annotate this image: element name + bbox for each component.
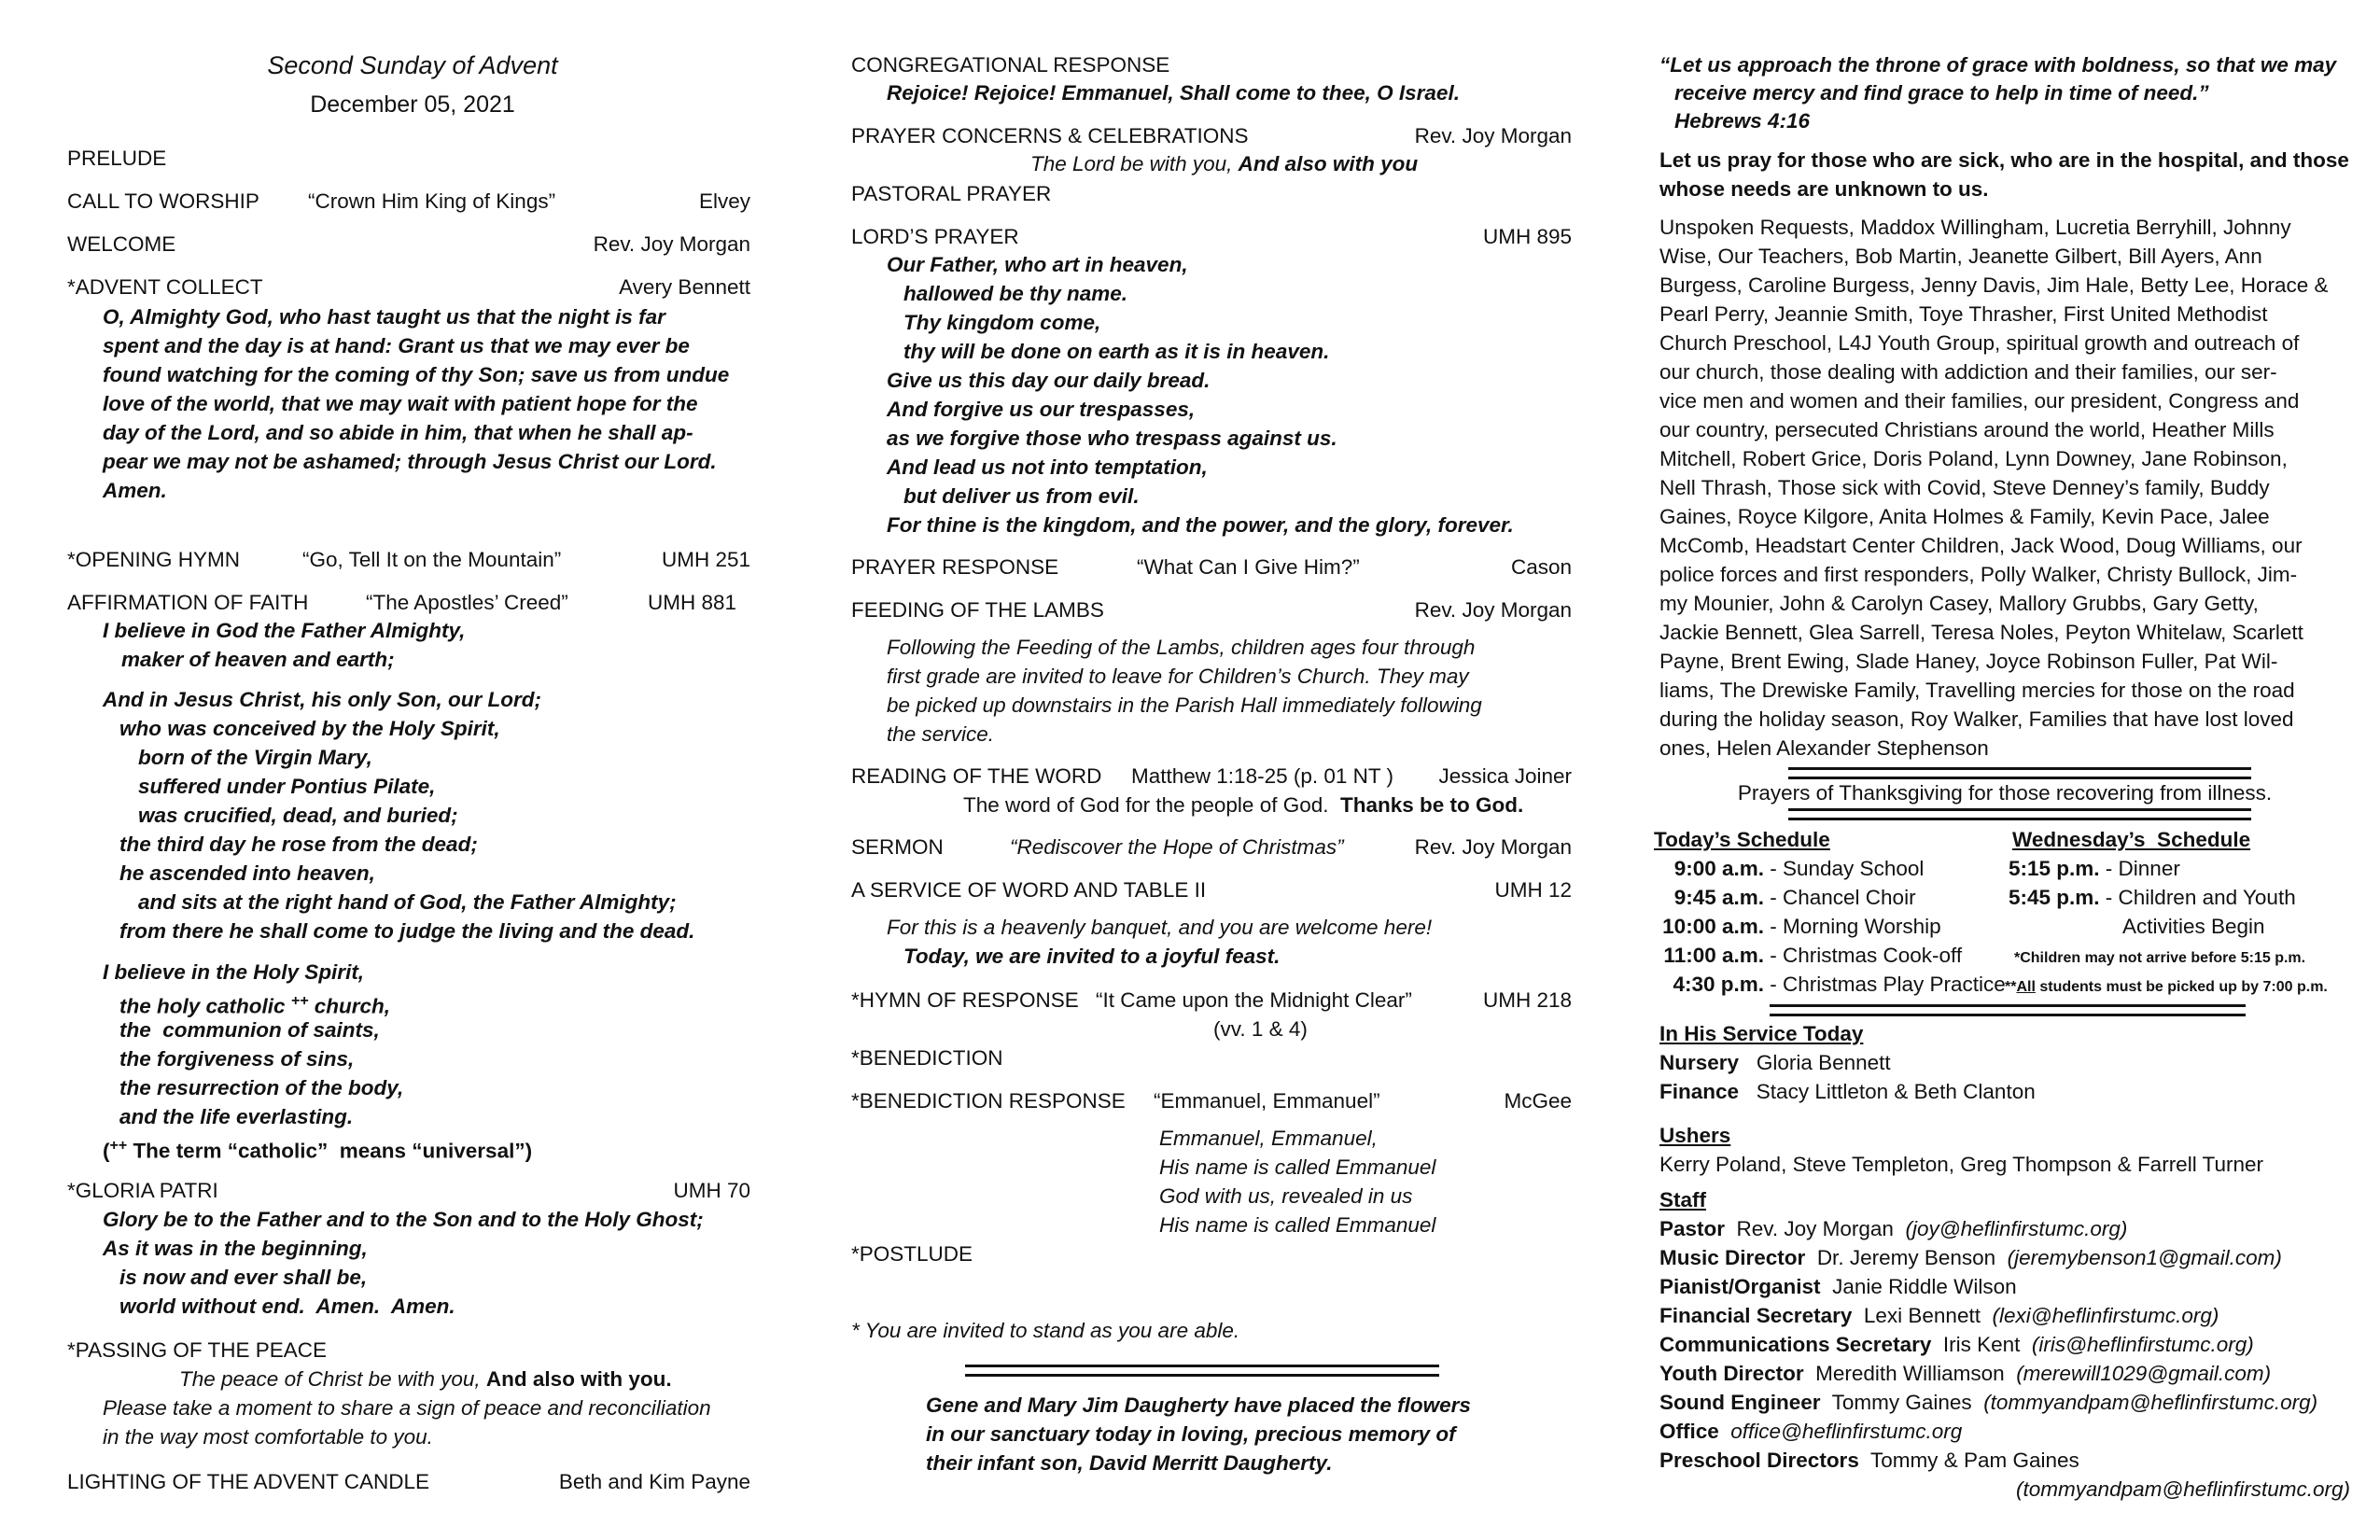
benediction-response-label: *BENEDICTION RESPONSE [851,1089,1126,1113]
prayer-line: Thy kingdom come, [903,311,1101,334]
ushers-heading: Ushers [1659,1124,1731,1147]
stand-note: * You are invited to stand as you are able. [851,1319,1240,1342]
schedule-event: - Morning Worship [1764,915,1941,938]
gloria-patri-number: UMH 70 [673,1179,750,1202]
gloria-line: As it was in the beginning, [103,1237,368,1260]
prayer-line: hallowed be thy name. [903,282,1128,305]
request-line: Unspoken Requests, Maddox Willingham, Lucretia Berryhill, Johnny [1659,216,2291,239]
note-line: first grade are invited to leave for Children’s Church. They may [887,665,1469,688]
request-line: Pearl Perry, Jeannie Smith, Toye Thrasher, First United Methodist [1659,302,2268,326]
staff-name: Meredith Williamson [1815,1362,2005,1385]
collect-line: O, Almighty God, who hast taught us that the night is far [103,305,665,329]
lyric-line: Emmanuel, Emmanuel, [1159,1127,1378,1150]
schedule-event: - Christmas Play Practice [1764,973,2006,996]
staff-role: Financial Secretary [1659,1304,1853,1327]
staff-row [1659,1303,2219,1329]
schedule-note: *Children may not arrive before 5:15 p.m. [2014,950,2306,966]
schedule-note [2005,974,2328,1001]
todays-schedule-heading: Today’s Schedule [1654,828,1830,851]
schedule-event: - Children and Youth [2099,886,2296,909]
prayer-line: And lead us not into temptation, [887,455,1208,479]
congregational-response-text: Rejoice! Rejoice! Emmanuel, Shall come to thee, O Israel. [887,81,1460,105]
wednesdays-schedule-heading: Wednesday’s Schedule [2012,828,2251,851]
creed-line: suffered under Pontius Pilate, [138,775,436,798]
hymn-of-response-title: “It Came upon the Midnight Clear” [1096,988,1412,1012]
sermon-title: “Rediscover the Hope of Christmas” [1010,835,1344,859]
affirmation-number: UMH 881 [648,591,737,614]
lords-prayer-label: LORD’S PRAYER [851,225,1019,248]
prayer-line: For thine is the kingdom, and the power, and the glory, forever. [887,513,1514,537]
collect-line: pear we may not be ashamed; through Jesus Christ our Lord. [103,450,717,473]
staff-row [1659,1448,2079,1474]
footnote-mark: ++ [109,1138,128,1154]
gloria-line: Glory be to the Father and to the Son and to the Holy Ghost; [103,1208,704,1231]
creed-line: the forgiveness of sins, [119,1047,355,1071]
request-line: my Mounier, John & Carolyn Casey, Mallory Grubbs, Gary Getty, [1659,592,2259,615]
creed-line: the resurrection of the body, [119,1076,404,1099]
order-of-worship-part-2 [851,0,1579,1540]
schedule-event: - Christmas Cook-off [1764,944,1963,967]
request-line: our church, those dealing with addiction and their families, our ser- [1659,360,2277,384]
dedication-line: their infant son, David Merritt Daugherty. [926,1451,1333,1475]
peace-note: in the way most comfortable to you. [103,1425,433,1449]
peace-people-text: And also with you. [485,1367,672,1391]
role-label: Finance [1659,1080,1740,1103]
ushers-list: Kerry Poland, Steve Templeton, Greg Thompson & Farrell Turner [1659,1153,2263,1176]
request-line: liams, The Drewiske Family, Travelling mercies for those on the road [1659,679,2295,702]
creed-line: the third day he rose from the dead; [119,833,478,856]
request-line: Nell Thrash, Those sick with Covid, Steve Denney’s family, Buddy [1659,476,2270,499]
schedule-time: 11:00 a.m. [1663,944,1764,967]
staff-row [1659,1332,2254,1358]
quote-line: “Let us approach the throne of grace with boldness, so that we may [1659,53,2337,77]
creed-line: and sits at the right hand of God, the Father Almighty; [138,890,677,914]
creed-line: born of the Virgin Mary, [138,746,372,769]
prayer-line: And forgive us our trespasses, [887,398,1196,421]
request-line: Church Preschool, L4J Youth Group, spiritual growth and outreach of [1659,331,2300,355]
request-line: Gaines, Royce Kilgore, Anita Holmes & Family, Kevin Pace, Jalee [1659,505,2270,528]
creed-line [119,988,390,1020]
staff-row [1659,1274,2017,1300]
prayer-response-title: “What Can I Give Him?” [1137,555,1360,579]
advent-collect-label: *ADVENT COLLECT [67,275,263,299]
staff-name: Rev. Joy Morgan [1736,1217,1894,1240]
staff-row [1659,1361,2271,1387]
lyric-line: God with us, revealed in us [1159,1184,1413,1208]
collect-line: spent and the day is at hand: Grant us that we may ever be [103,334,690,357]
creed-line: from there he shall come to judge the living and the dead. [119,919,695,943]
prayer-concerns-leader: Rev. Joy Morgan [1414,124,1572,147]
dedication-line: Gene and Mary Jim Daugherty have placed the flowers [926,1393,1471,1417]
passing-of-peace-label: *PASSING OF THE PEACE [67,1338,327,1362]
schedule-time: 9:45 a.m. [1673,886,1764,909]
leader-text: The Lord be with you, [1030,152,1239,175]
schedule-event: - Sunday School [1764,857,1925,880]
bulletin-title: Second Sunday of Advent [267,51,558,79]
lyric-line: His name is called Emmanuel [1159,1155,1436,1179]
schedule-row [1654,972,2006,998]
schedule-event: - Dinner [2099,857,2180,880]
reading-label: READING OF THE WORD [851,764,1102,788]
opening-hymn-number: UMH 251 [661,548,750,571]
request-line: our country, persecuted Christians around the world, Heather Mills [1659,418,2275,441]
double-rule [1770,1004,2246,1016]
benediction-response-title: “Emmanuel, Emmanuel” [1154,1089,1380,1113]
word-and-table-number: UMH 12 [1494,878,1572,902]
staff-email: (merewill1029@gmail.com) [2016,1362,2272,1385]
collect-line: love of the world, that we may wait with patient hope for the [103,392,698,415]
in-his-service-heading: In His Service Today [1659,1022,1864,1045]
gloria-line: is now and ever shall be, [119,1266,368,1289]
request-line: Wise, Our Teachers, Bob Martin, Jeanette Gilbert, Bill Ayers, Ann [1659,245,2262,268]
staff-heading: Staff [1659,1188,1706,1211]
role-label: Nursery [1659,1051,1740,1074]
staff-name: Lexi Bennett [1863,1304,1981,1327]
staff-role: Youth Director [1659,1362,1804,1385]
staff-name: Dr. Jeremy Benson [1816,1246,1996,1269]
bulletin-date: December 05, 2021 [310,91,515,118]
request-line: during the holiday season, Roy Walker, Families that have lost loved [1659,707,2294,731]
request-line: McComb, Headstart Center Children, Jack Wood, Doug Williams, our [1659,534,2303,557]
staff-role: Communications Secretary [1659,1333,1932,1356]
prayer-line: thy will be done on earth as it is in heaven. [903,340,1330,363]
quote-reference: Hebrews 4:16 [1674,109,1811,133]
sermon-label: SERMON [851,835,944,859]
staff-row [1659,1390,2317,1416]
creed-footnote [103,1133,532,1165]
request-line: ones, Helen Alexander Stephenson [1659,736,1989,760]
reading-leader: Jessica Joiner [1438,764,1572,788]
staff-role: Sound Engineer [1659,1391,1821,1414]
note-line: be picked up downstairs in the Parish Hall immediately following [887,693,1482,717]
welcome-leader: Rev. Joy Morgan [593,232,750,256]
creed-line: maker of heaven and earth; [121,648,395,671]
request-line: police forces and first responders, Polly Walker, Christy Bullock, Jim- [1659,563,2298,586]
volunteer-name: Stacy Littleton & Beth Clanton [1756,1080,2036,1103]
order-of-worship-part-1 [67,0,758,1540]
note-text: All [2016,979,2036,995]
prayer-intro: whose needs are unknown to us. [1659,177,1989,201]
dedication-line: in our sanctuary today in loving, precious memory of [926,1422,1456,1446]
schedule-row [1654,885,1916,911]
note-line: the service. [887,722,995,746]
advent-collect-leader: Avery Bennett [619,275,750,299]
pastoral-prayer-label: PASTORAL PRAYER [851,182,1052,205]
schedule-row [1654,856,1924,882]
schedule-row [1654,914,1941,940]
schedule-time: 4:30 p.m. [1673,973,1764,996]
double-rule [965,1365,1439,1377]
double-rule [1788,808,2251,820]
schedule-row [2009,885,2296,911]
word-and-table-line: For this is a heavenly banquet, and you are welcome here! [887,916,1433,939]
opening-hymn-title: “Go, Tell It on the Mountain” [302,548,562,571]
staff-email: (tommyandpam@heflinfirstumc.org) [2016,1477,2350,1501]
footnote-text: ( [103,1139,110,1163]
schedule-time: 9:00 a.m. [1673,857,1764,880]
request-line: Burgess, Caroline Burgess, Jenny Davis, Jim Hale, Betty Lee, Horace & [1659,273,2329,297]
footnote-text: The term “catholic” means “universal”) [127,1139,533,1163]
sermon-leader: Rev. Joy Morgan [1414,835,1572,859]
call-to-worship-leader: Elvey [698,189,750,213]
leader-text: The word of God for the people of God. [963,793,1340,817]
staff-email: (iris@heflinfirstumc.org) [2031,1333,2254,1356]
request-line: vice men and women and their families, our president, Congress and [1659,389,2300,413]
people-text: Thanks be to God. [1340,793,1524,817]
schedule-continuation: Activities Begin [2122,915,2265,938]
feeding-lambs-leader: Rev. Joy Morgan [1414,598,1572,622]
note-line: Following the Feeding of the Lambs, children ages four through [887,636,1476,659]
quote-line: receive mercy and find grace to help in time of need.” [1674,81,2209,105]
finance-row [1659,1079,2036,1105]
staff-email: office@heflinfirstumc.org [1730,1420,1963,1443]
staff-email: (lexi@heflinfirstumc.org) [1992,1304,2219,1327]
lyric-line: His name is called Emmanuel [1159,1213,1436,1237]
staff-name: Tommy & Pam Gaines [1869,1449,2079,1472]
schedule-event: - Chancel Choir [1764,886,1916,909]
collect-line: day of the Lord, and so abide in him, that when he shall ap- [103,421,693,444]
staff-row [1659,1216,2127,1242]
double-rule [1788,767,2251,779]
staff-email: (jeremybenson1@gmail.com) [2007,1246,2282,1269]
schedule-row [2009,856,2180,882]
creed-line: who was conceived by the Holy Spirit, [119,717,500,740]
hymn-of-response-label: *HYMN OF RESPONSE [851,988,1079,1012]
lord-be-with-you [1030,151,1418,177]
request-line: Payne, Brent Ewing, Slade Haney, Joyce Robinson Fuller, Pat Wil- [1659,650,2278,673]
prayer-response-label: PRAYER RESPONSE [851,555,1059,579]
word-and-table-label: A SERVICE OF WORD AND TABLE II [851,878,1207,902]
peace-response [179,1366,672,1393]
staff-role: Pastor [1659,1217,1726,1240]
creed-line: was crucified, dead, and buried; [138,804,458,827]
gloria-line: world without end. Amen. Amen. [119,1295,455,1318]
people-text: And also with you [1238,152,1419,175]
note-text: students must be picked up by 7:00 p.m. [2035,979,2328,995]
staff-role: Office [1659,1420,1719,1443]
staff-role: Preschool Directors [1659,1449,1859,1472]
staff-row [1659,1245,2282,1271]
collect-line: found watching for the coming of thy Son; save us from undue [103,363,730,386]
advent-candle-leader: Beth and Kim Payne [558,1470,750,1493]
call-to-worship-title: “Crown Him King of Kings” [308,189,556,213]
creed-line: I believe in God the Father Almighty, [103,619,466,642]
schedule-row [1654,943,1962,969]
prayer-response-leader: Cason [1510,555,1572,579]
prayer-line: Our Father, who art in heaven, [887,253,1188,276]
call-to-worship-label: CALL TO WORSHIP [67,189,259,213]
creed-text: church, [308,994,390,1018]
welcome-label: WELCOME [67,232,176,256]
collect-line: Amen. [103,479,167,502]
opening-hymn-label: *OPENING HYMN [67,548,241,571]
request-line: Jackie Bennett, Glea Sarrell, Teresa Noles, Peyton Whitelaw, Scarlett [1659,621,2303,644]
staff-email: (joy@heflinfirstumc.org) [1905,1217,2128,1240]
prelude-label: PRELUDE [67,147,167,170]
prayer-line: as we forgive those who trespass against us. [887,427,1337,450]
peace-leader-text: The peace of Christ be with you, [179,1367,486,1391]
nursery-row [1659,1050,1891,1076]
affirmation-title: “The Apostles’ Creed” [366,591,568,614]
staff-email: (tommyandpam@heflinfirstumc.org) [1983,1391,2318,1414]
feeding-lambs-label: FEEDING OF THE LAMBS [851,598,1104,622]
prayer-line: but deliver us from evil. [903,484,1140,508]
staff-role: Music Director [1659,1246,1806,1269]
thanksgiving-note: Prayers of Thanksgiving for those recovering from illness. [1737,781,2273,805]
note-text: ** [2005,979,2017,995]
lords-prayer-number: UMH 895 [1482,225,1572,248]
staff-role: Pianist/Organist [1659,1275,1821,1298]
schedule-time: 5:45 p.m. [2009,886,2100,909]
benediction-label: *BENEDICTION [851,1046,1003,1070]
staff-name: Tommy Gaines [1831,1391,1972,1414]
benediction-response-leader: McGee [1504,1089,1572,1113]
prayer-concerns-label: PRAYER CONCERNS & CELEBRATIONS [851,124,1249,147]
volunteer-name: Gloria Bennett [1756,1051,1891,1074]
schedule-time: 5:15 p.m. [2009,857,2100,880]
announcements-column [1654,0,2350,1540]
prayer-line: Give us this day our daily bread. [887,369,1211,392]
creed-line: I believe in the Holy Spirit, [103,960,365,984]
request-line: Mitchell, Robert Grice, Doris Poland, Lynn Downey, Jane Robinson, [1659,447,2288,470]
hymn-of-response-number: UMH 218 [1482,988,1572,1012]
staff-row [1659,1419,1962,1445]
word-and-table-line: Today, we are invited to a joyful feast. [903,945,1281,968]
congregational-response-label: CONGREGATIONAL RESPONSE [851,53,1170,77]
gloria-patri-label: *GLORIA PATRI [67,1179,218,1202]
prayer-intro: Let us pray for those who are sick, who are in the hospital, and those [1659,148,2349,172]
word-of-god-response [963,792,1523,819]
creed-line: And in Jesus Christ, his only Son, our Lord; [103,688,542,711]
advent-candle-label: LIGHTING OF THE ADVENT CANDLE [67,1470,429,1493]
affirmation-label: AFFIRMATION OF FAITH [67,591,309,614]
staff-name: Iris Kent [1942,1333,2021,1356]
hymn-of-response-verses: (vv. 1 & 4) [1213,1017,1308,1041]
creed-line: the communion of saints, [119,1018,380,1042]
creed-line: and the life everlasting. [119,1105,354,1128]
schedule-time: 10:00 a.m. [1662,915,1764,938]
creed-line: he ascended into heaven, [119,861,375,885]
staff-name: Janie Riddle Wilson [1832,1275,2017,1298]
postlude-label: *POSTLUDE [851,1242,973,1266]
peace-note: Please take a moment to share a sign of peace and reconciliation [103,1396,711,1420]
reading-reference: Matthew 1:18-25 (p. 01 NT ) [1131,764,1393,788]
footnote-mark: ++ [290,993,309,1009]
creed-text: the holy catholic [119,994,291,1018]
